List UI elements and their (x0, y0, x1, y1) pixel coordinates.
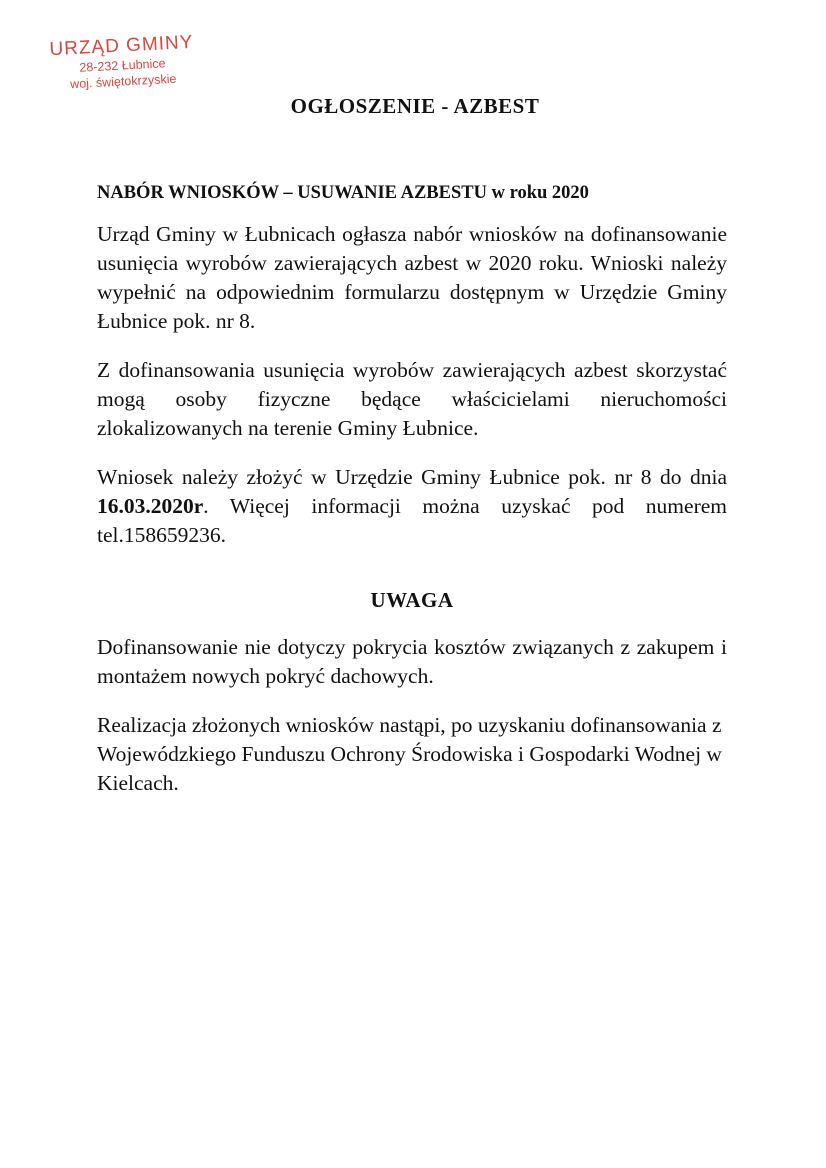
deadline-date: 16.03.2020r (97, 494, 204, 518)
deadline-text-before: Wniosek należy złożyć w Urzędzie Gminy Łubnice pok. nr 8 do dnia (97, 465, 727, 489)
paragraph-exclusion: Dofinansowanie nie dotyczy pokrycia kosztów związanych z zakupem i montażem nowych pokryć dachowych. (97, 635, 727, 688)
office-stamp (36, 31, 209, 94)
paragraph-call-for-applications: Urząd Gminy w Łubnicach ogłasza nabór wniosków na dofinansowanie usunięcia wyrobów zawierających azbest w 2020 roku. Wnioski należy wypełnić na odpowiednim formularzu dostępnym w Urzędzie Gminy Łubnice pok. nr 8. (97, 222, 727, 333)
paragraph-deadline (97, 463, 727, 550)
stamp-postal-address: 28-232 Łubnice (79, 56, 166, 75)
document-body (97, 180, 727, 818)
paragraph-eligibility: Z dofinansowania usunięcia wyrobów zawierających azbest skorzystać mogą osoby fizyczne będące właścicielami nieruchomości zlokalizowanych na terenie Gminy Łubnice. (97, 358, 727, 440)
notice-heading: UWAGA (370, 588, 454, 612)
deadline-text-after: . Więcej informacji można uzyskać pod numerem tel.158659236. (97, 494, 727, 547)
stamp-voivodeship: woj. świętokrzyskie (69, 71, 177, 92)
document-title: OGŁOSZENIE - AZBEST (290, 94, 540, 118)
paragraph-realization: Realizacja złożonych wniosków nastąpi, po uzyskaniu dofinansowania z Wojewódzkiego Funduszu Ochrony Środowiska i Gospodarki Wodnej w Kielcach. (97, 713, 722, 795)
announcement-subheading: NABÓR WNIOSKÓW – USUWANIE AZBESTU w roku 2020 (97, 183, 589, 203)
stamp-office-name: URZĄD GMINY (48, 31, 194, 61)
